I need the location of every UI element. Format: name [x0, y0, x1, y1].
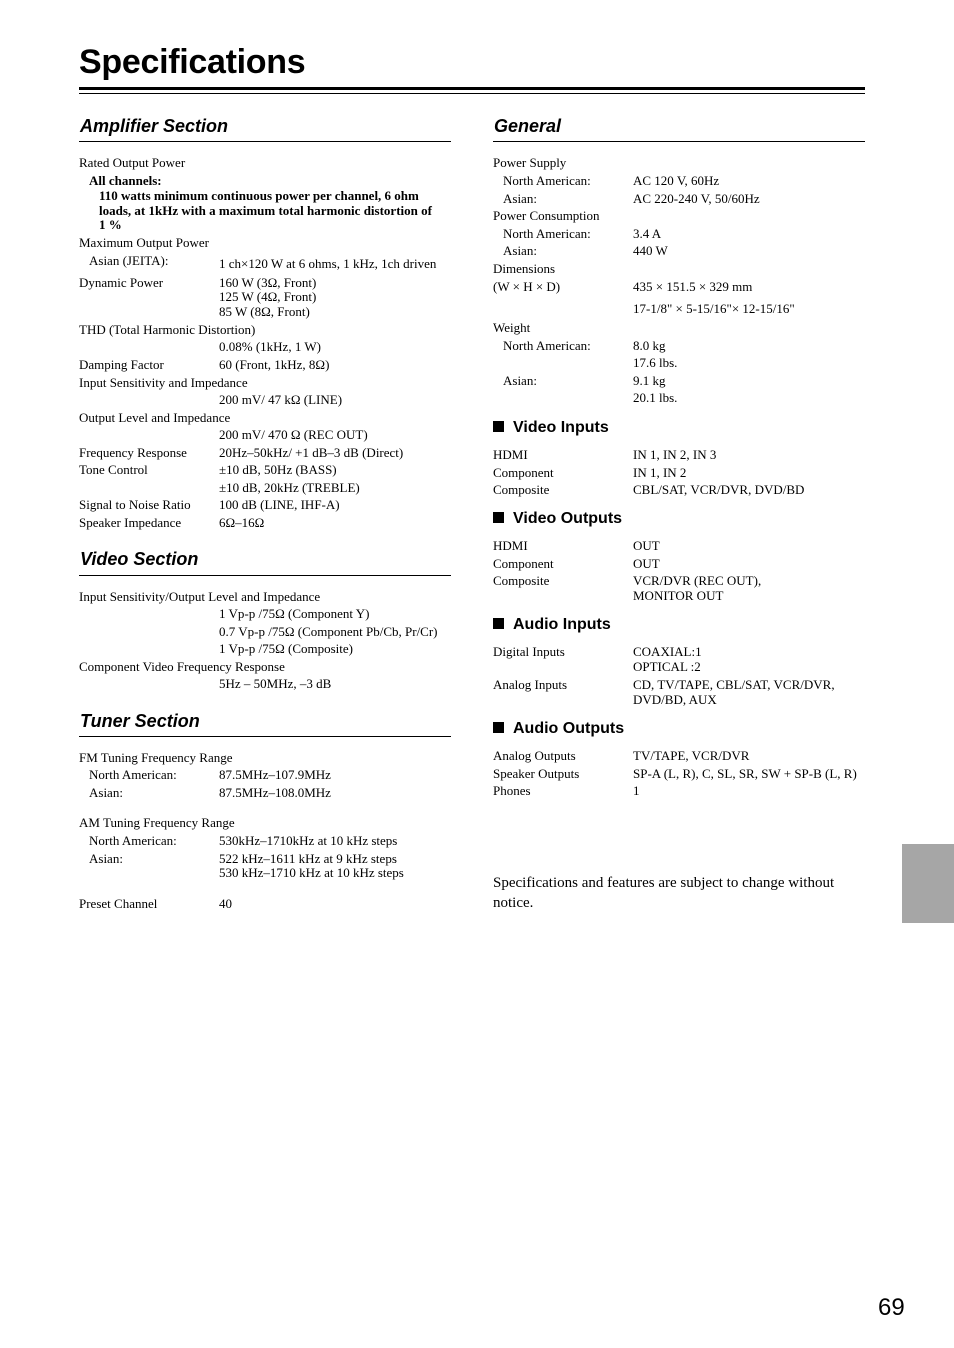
video-input-hdmi-label: HDMI	[493, 447, 528, 462]
ps-na-label: North American:	[503, 173, 591, 188]
video-input-hdmi-value: IN 1, IN 2, IN 3	[633, 447, 717, 462]
pc-na-value: 3.4 A	[633, 226, 662, 241]
pc-asian-value: 440 W	[633, 243, 668, 258]
general-section-heading: General	[494, 116, 562, 136]
rated-output-line-1: 110 watts minimum continuous power per channel, 6 ohm	[99, 188, 419, 203]
asian-jeita-value: 1 ch×120 W at 6 ohms, 1 kHz, 1ch driven	[219, 256, 437, 271]
weight-na-label: North American:	[503, 338, 591, 353]
phones-value: 1	[633, 783, 640, 798]
audio-outputs-heading: Audio Outputs	[493, 719, 624, 739]
square-bullet-icon	[493, 722, 504, 733]
pc-asian-label: Asian:	[503, 243, 537, 258]
dimensions-label: Dimensions	[493, 261, 556, 276]
input-sensitivity-value: 200 mV/ 47 kΩ (LINE)	[219, 392, 343, 407]
fm-na-label: North American:	[89, 767, 177, 782]
ps-na-value: AC 120 V, 60Hz	[633, 173, 720, 188]
am-na-label: North American:	[89, 833, 177, 848]
video-output-composite-value-1: VCR/DVR (REC OUT),	[633, 573, 762, 588]
phones-label: Phones	[493, 783, 531, 798]
video-input-component-label: Component	[493, 465, 554, 480]
tuner-section-rule	[79, 736, 451, 737]
video-input-sensitivity-label: Input Sensitivity/Output Level and Impedance	[79, 589, 321, 604]
ps-asian-value: AC 220-240 V, 50/60Hz	[633, 191, 760, 206]
video-section-rule	[79, 575, 451, 576]
square-bullet-icon	[493, 421, 504, 432]
tone-control-label: Tone Control	[79, 462, 148, 477]
am-asian-value-2: 530 kHz–1710 kHz at 10 kHz steps	[219, 865, 404, 880]
analog-inputs-value-1: CD, TV/TAPE, CBL/SAT, VCR/DVR,	[633, 677, 835, 692]
weight-asian-value-kg: 9.1 kg	[633, 373, 666, 388]
preset-channel-label: Preset Channel	[79, 896, 158, 911]
am-asian-label: Asian:	[89, 851, 123, 866]
dynamic-power-label: Dynamic Power	[79, 275, 164, 290]
weight-na-value-lbs: 17.6 lbs.	[633, 355, 678, 370]
side-thumb-tab	[902, 844, 954, 923]
rated-output-line-2: loads, at 1kHz with a maximum total harmonic distortion of	[99, 203, 432, 218]
rated-output-line-3: 1 %	[99, 217, 122, 232]
dynamic-power-value-3: 85 W (8Ω, Front)	[219, 304, 310, 319]
fm-asian-label: Asian:	[89, 785, 123, 800]
dimensions-whd-label: (W × H × D)	[493, 279, 561, 294]
weight-label: Weight	[493, 320, 531, 335]
video-outputs-heading: Video Outputs	[493, 509, 622, 529]
snr-label: Signal to Noise Ratio	[79, 497, 191, 512]
damping-factor-value: 60 (Front, 1kHz, 8Ω)	[219, 357, 330, 372]
title-rule-thin	[79, 93, 865, 94]
weight-asian-label: Asian:	[503, 373, 537, 388]
dimensions-value-inch: 17-1/8" × 5-15/16"× 12-15/16"	[633, 301, 795, 316]
video-output-component-value: OUT	[633, 556, 660, 571]
video-input-value-1: 1 Vp-p /75Ω (Component Y)	[219, 606, 370, 621]
component-video-freq-label: Component Video Frequency Response	[79, 659, 285, 674]
all-channels-label: All channels:	[89, 173, 162, 188]
video-inputs-heading: Video Inputs	[493, 418, 609, 438]
video-output-hdmi-label: HDMI	[493, 538, 528, 553]
fm-asian-value: 87.5MHz–108.0MHz	[219, 785, 331, 800]
snr-value: 100 dB (LINE, IHF-A)	[219, 497, 340, 512]
input-sensitivity-label: Input Sensitivity and Impedance	[79, 375, 248, 390]
dynamic-power-value-2: 125 W (4Ω, Front)	[219, 289, 317, 304]
video-input-value-3: 1 Vp-p /75Ω (Composite)	[219, 641, 353, 656]
video-output-hdmi-value: OUT	[633, 538, 660, 553]
amplifier-section-heading: Amplifier Section	[80, 116, 229, 136]
square-bullet-icon	[493, 512, 504, 523]
analog-outputs-value: TV/TAPE, VCR/DVR	[633, 748, 750, 763]
digital-inputs-label: Digital Inputs	[493, 644, 565, 659]
speaker-impedance-label: Speaker Impedance	[79, 515, 182, 530]
analog-inputs-value-2: DVD/BD, AUX	[633, 692, 717, 707]
tone-control-value-2: ±10 dB, 20kHz (TREBLE)	[219, 480, 360, 495]
am-range-label: AM Tuning Frequency Range	[79, 815, 235, 830]
video-output-component-label: Component	[493, 556, 554, 571]
video-input-value-2: 0.7 Vp-p /75Ω (Component Pb/Cb, Pr/Cr)	[219, 624, 438, 639]
digital-inputs-value-1: COAXIAL:1	[633, 644, 702, 659]
dimensions-value-mm: 435 × 151.5 × 329 mm	[633, 279, 753, 294]
am-na-value: 530kHz–1710kHz at 10 kHz steps	[219, 833, 398, 848]
analog-outputs-label: Analog Outputs	[493, 748, 576, 763]
fm-na-value: 87.5MHz–107.9MHz	[219, 767, 331, 782]
component-video-freq-value: 5Hz – 50MHz, –3 dB	[219, 676, 332, 691]
dynamic-power-value-1: 160 W (3Ω, Front)	[219, 275, 317, 290]
tuner-section-heading: Tuner Section	[80, 711, 200, 731]
thd-label: THD (Total Harmonic Distortion)	[79, 322, 256, 337]
title-rule-thick	[79, 87, 865, 90]
power-consumption-label: Power Consumption	[493, 208, 600, 223]
video-section-heading: Video Section	[80, 549, 199, 569]
speaker-impedance-value: 6Ω–16Ω	[219, 515, 265, 530]
page-title: Specifications	[79, 43, 306, 81]
audio-inputs-heading: Audio Inputs	[493, 615, 611, 635]
amplifier-section-rule	[79, 141, 451, 142]
spec-change-notice-line-1: Specifications and features are subject to change without	[493, 875, 835, 891]
analog-inputs-label: Analog Inputs	[493, 677, 568, 692]
speaker-outputs-label: Speaker Outputs	[493, 766, 580, 781]
video-input-composite-value: CBL/SAT, VCR/DVR, DVD/BD	[633, 482, 805, 497]
output-level-value: 200 mV/ 470 Ω (REC OUT)	[219, 427, 368, 442]
fm-range-label: FM Tuning Frequency Range	[79, 750, 233, 765]
video-input-component-value: IN 1, IN 2	[633, 465, 687, 480]
video-output-composite-label: Composite	[493, 573, 550, 588]
square-bullet-icon	[493, 618, 504, 629]
thd-value: 0.08% (1kHz, 1 W)	[219, 339, 321, 354]
pc-na-label: North American:	[503, 226, 591, 241]
power-supply-label: Power Supply	[493, 155, 567, 170]
frequency-response-value: 20Hz–50kHz/ +1 dB–3 dB (Direct)	[219, 445, 404, 460]
am-asian-value-1: 522 kHz–1611 kHz at 9 kHz steps	[219, 851, 397, 866]
speaker-outputs-value: SP-A (L, R), C, SL, SR, SW + SP-B (L, R)	[633, 766, 857, 781]
rated-output-power-label: Rated Output Power	[79, 155, 186, 170]
video-input-composite-label: Composite	[493, 482, 550, 497]
weight-na-value-kg: 8.0 kg	[633, 338, 666, 353]
spec-change-notice-line-2: notice.	[493, 895, 534, 911]
page-number: 69	[878, 1294, 905, 1321]
weight-asian-value-lbs: 20.1 lbs.	[633, 390, 678, 405]
ps-asian-label: Asian:	[503, 191, 537, 206]
preset-channel-value: 40	[219, 896, 232, 911]
video-output-composite-value-2: MONITOR OUT	[633, 588, 724, 603]
asian-jeita-label: Asian (JEITA):	[89, 253, 169, 268]
digital-inputs-value-2: OPTICAL :2	[633, 659, 701, 674]
damping-factor-label: Damping Factor	[79, 357, 164, 372]
frequency-response-label: Frequency Response	[79, 445, 187, 460]
max-output-power-label: Maximum Output Power	[79, 235, 209, 250]
output-level-label: Output Level and Impedance	[79, 410, 231, 425]
tone-control-value-1: ±10 dB, 50Hz (BASS)	[219, 462, 337, 477]
general-section-rule	[493, 141, 865, 142]
